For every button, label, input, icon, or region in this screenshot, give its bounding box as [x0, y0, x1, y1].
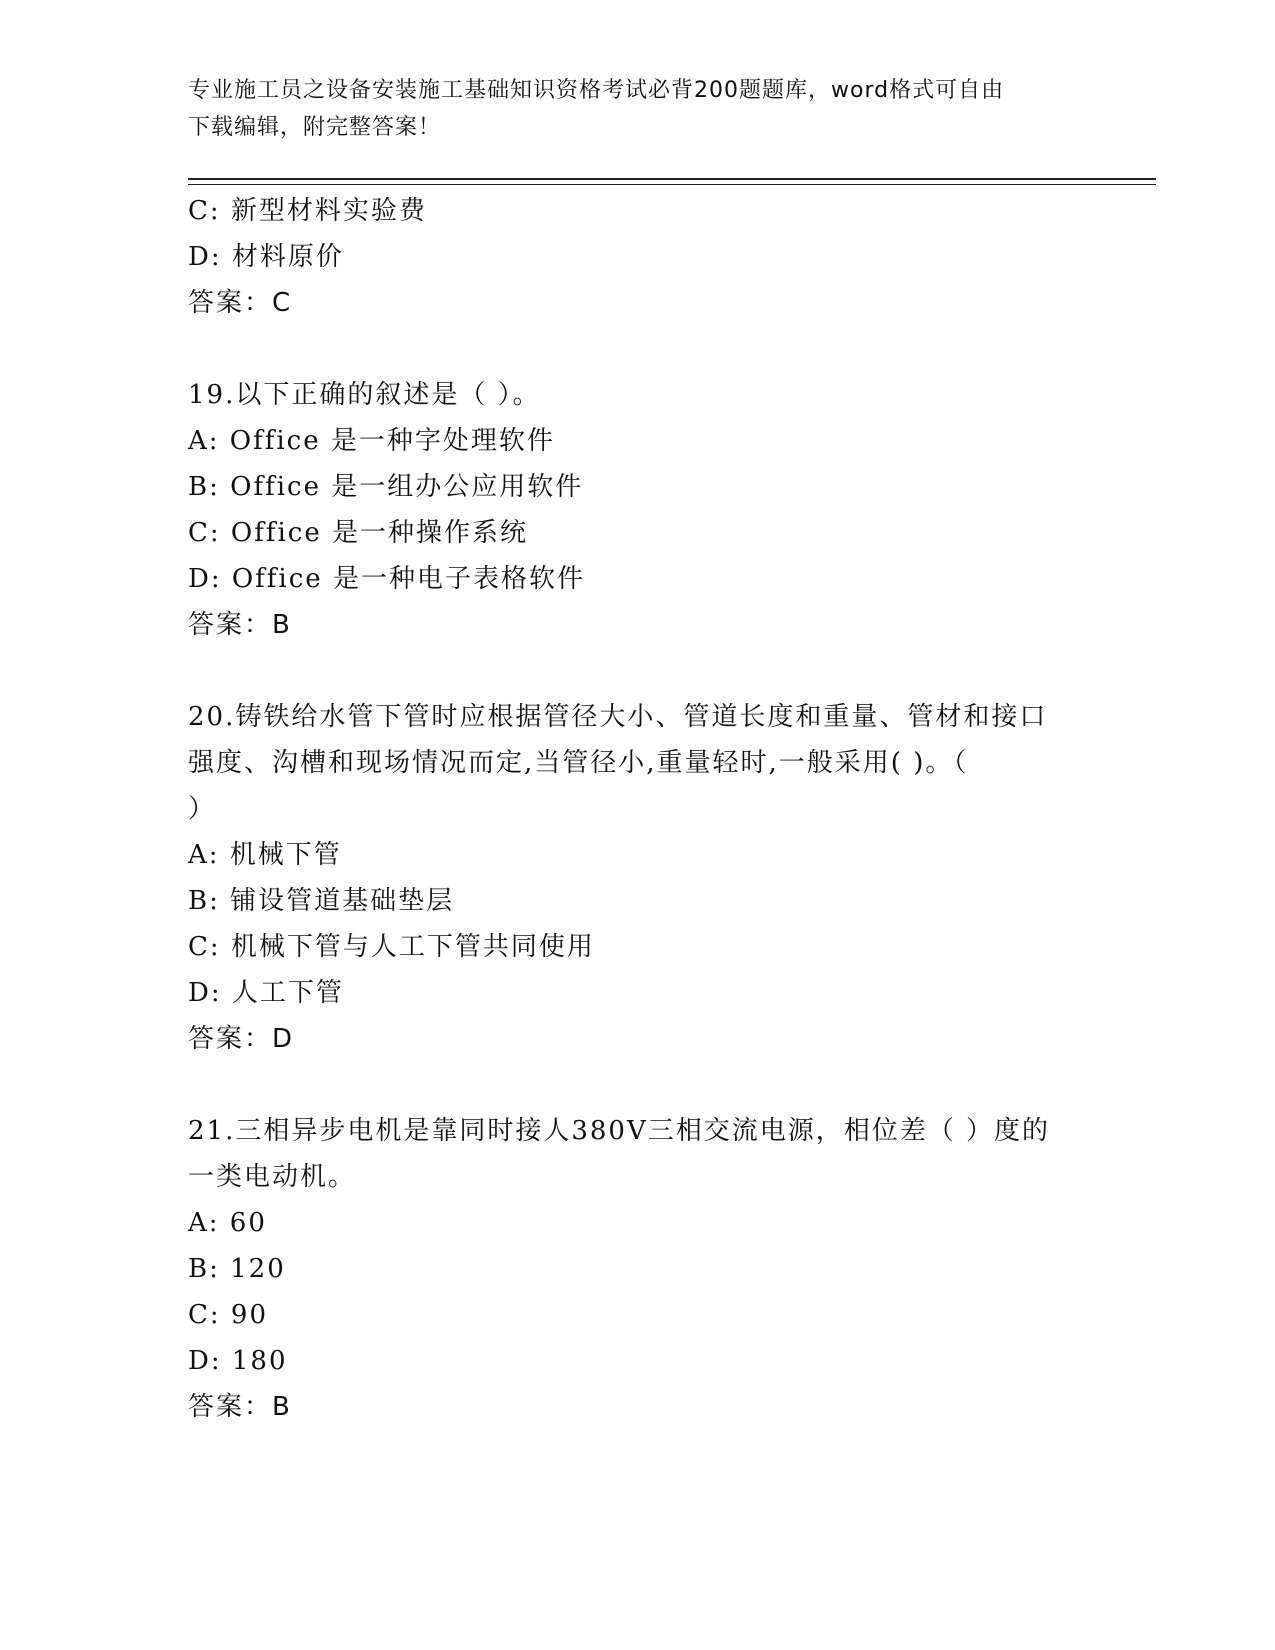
option-c: C: Office 是一种操作系统 — [188, 518, 529, 548]
option-c: C: 90 — [188, 1300, 269, 1330]
header-divider-thin — [188, 184, 1156, 185]
question-title-line-1: 20.铸铁给水管下管时应根据管径大小、管道长度和重量、管材和接口 — [188, 702, 1048, 732]
header-divider-thick — [188, 178, 1156, 180]
question-title-line-2: 一类电动机。 — [188, 1162, 357, 1192]
option-b: B: 120 — [188, 1254, 286, 1284]
question-block-20 — [188, 694, 1088, 1062]
question-gap — [188, 648, 1088, 694]
option-d: D: Office 是一种电子表格软件 — [188, 564, 585, 594]
question-gap — [188, 326, 1088, 372]
option-d: D: 180 — [188, 1346, 288, 1376]
header-title-line-2: 下载编辑，附完整答案！ — [188, 115, 442, 140]
question-block-continued — [188, 188, 1088, 326]
question-title-line-1: 21.三相异步电机是靠同时接人380V三相交流电源，相位差（ ）度的 — [188, 1116, 1051, 1146]
question-title-line-3: ） — [188, 794, 217, 824]
option-a: A: 60 — [188, 1208, 267, 1238]
question-title-line-2: 强度、沟槽和现场情况而定,当管径小,重量轻时,一般采用( )。（ — [188, 748, 969, 778]
question-block-21 — [188, 1108, 1088, 1430]
header-title-line-1: 专业施工员之设备安装施工基础知识资格考试必背200题题库，word格式可自由 — [188, 78, 1005, 103]
option-c: C: 机械下管与人工下管共同使用 — [188, 932, 595, 962]
option-b: B: Office 是一组办公应用软件 — [188, 472, 584, 502]
document-header — [188, 72, 1088, 146]
answer-line: 答案：D — [188, 1024, 295, 1054]
option-d: D: 材料原价 — [188, 242, 344, 272]
option-d: D: 人工下管 — [188, 978, 344, 1008]
option-a: A: Office 是一种字处理软件 — [188, 426, 555, 456]
option-a: A: 机械下管 — [188, 840, 342, 870]
answer-line: 答案：C — [188, 288, 293, 318]
question-list — [188, 188, 1088, 1430]
question-gap — [188, 1062, 1088, 1108]
option-c: C: 新型材料实验费 — [188, 196, 427, 226]
option-b: B: 铺设管道基础垫层 — [188, 886, 455, 916]
question-block-19 — [188, 372, 1088, 648]
question-title: 19.以下正确的叙述是（ ）。 — [188, 380, 541, 410]
answer-line: 答案：B — [188, 1392, 292, 1422]
answer-line: 答案：B — [188, 610, 292, 640]
